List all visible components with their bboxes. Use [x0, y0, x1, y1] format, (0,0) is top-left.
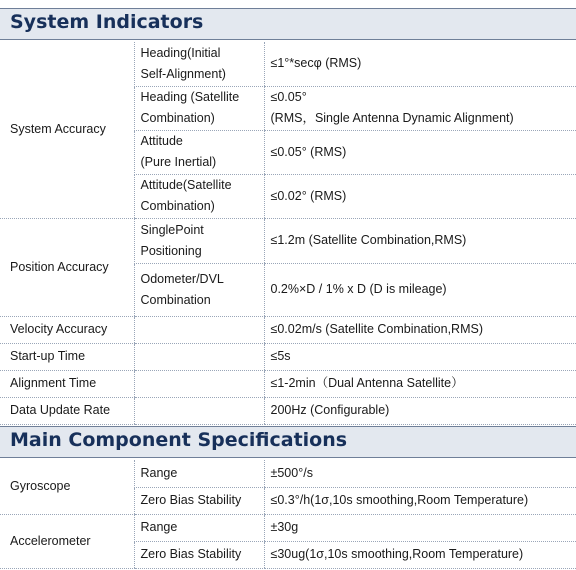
row-value: ≤1-2min（Dual Antenna Satellite）	[264, 370, 576, 397]
row-value: ±30g	[264, 514, 576, 541]
row-label: Data Update Rate	[0, 397, 134, 424]
table-row	[0, 460, 576, 487]
row-sublabel: Range	[134, 514, 264, 541]
row-value: ≤1.2m (Satellite Combination,RMS)	[264, 218, 576, 263]
row-sublabel: SinglePoint Positioning	[134, 218, 264, 263]
row-sublabel: Attitude (Pure Inertial)	[134, 130, 264, 174]
main-components-header	[0, 426, 576, 458]
row-value: ≤0.05° (RMS，Single Antenna Dynamic Alignment)	[264, 86, 576, 130]
row-value: ≤0.3°/h(1σ,10s smoothing,Room Temperature)	[264, 487, 576, 514]
row-sublabel: Heading(Initial Self-Alignment)	[134, 42, 264, 86]
main-components-table	[0, 460, 576, 569]
table-row	[0, 316, 576, 343]
row-value: ≤5s	[264, 343, 576, 370]
row-label: Start-up Time	[0, 343, 134, 370]
row-label: Position Accuracy	[0, 218, 134, 316]
row-value: ≤0.02° (RMS)	[264, 174, 576, 218]
row-sublabel: Range	[134, 460, 264, 487]
row-sublabel: Zero Bias Stability	[134, 541, 264, 568]
row-value: ±500°/s	[264, 460, 576, 487]
table-row	[0, 397, 576, 424]
table-row	[0, 218, 576, 263]
section-title: System Indicators	[10, 11, 204, 33]
row-label: Velocity Accuracy	[0, 316, 134, 343]
row-value: ≤1°*secφ (RMS)	[264, 42, 576, 86]
row-sublabel: Zero Bias Stability	[134, 487, 264, 514]
row-value: ≤30ug(1σ,10s smoothing,Room Temperature)	[264, 541, 576, 568]
table-row	[0, 514, 576, 541]
row-sublabel: Attitude(Satellite Combination)	[134, 174, 264, 218]
row-label: Gyroscope	[0, 460, 134, 514]
row-value: 200Hz (Configurable)	[264, 397, 576, 424]
table-row	[0, 343, 576, 370]
table-row	[0, 42, 576, 86]
row-sublabel: Heading (Satellite Combination)	[134, 86, 264, 130]
system-indicators-header	[0, 8, 576, 40]
row-label: System Accuracy	[0, 42, 134, 218]
row-value: 0.2%×D / 1% x D (D is mileage)	[264, 263, 576, 316]
row-label: Accelerometer	[0, 514, 134, 568]
row-value: ≤0.02m/s (Satellite Combination,RMS)	[264, 316, 576, 343]
row-sublabel: Odometer/DVL Combination	[134, 263, 264, 316]
row-label: Alignment Time	[0, 370, 134, 397]
section-title: Main Component Specifications	[10, 429, 348, 451]
table-row	[0, 370, 576, 397]
system-indicators-table	[0, 42, 576, 425]
row-value: ≤0.05° (RMS)	[264, 130, 576, 174]
